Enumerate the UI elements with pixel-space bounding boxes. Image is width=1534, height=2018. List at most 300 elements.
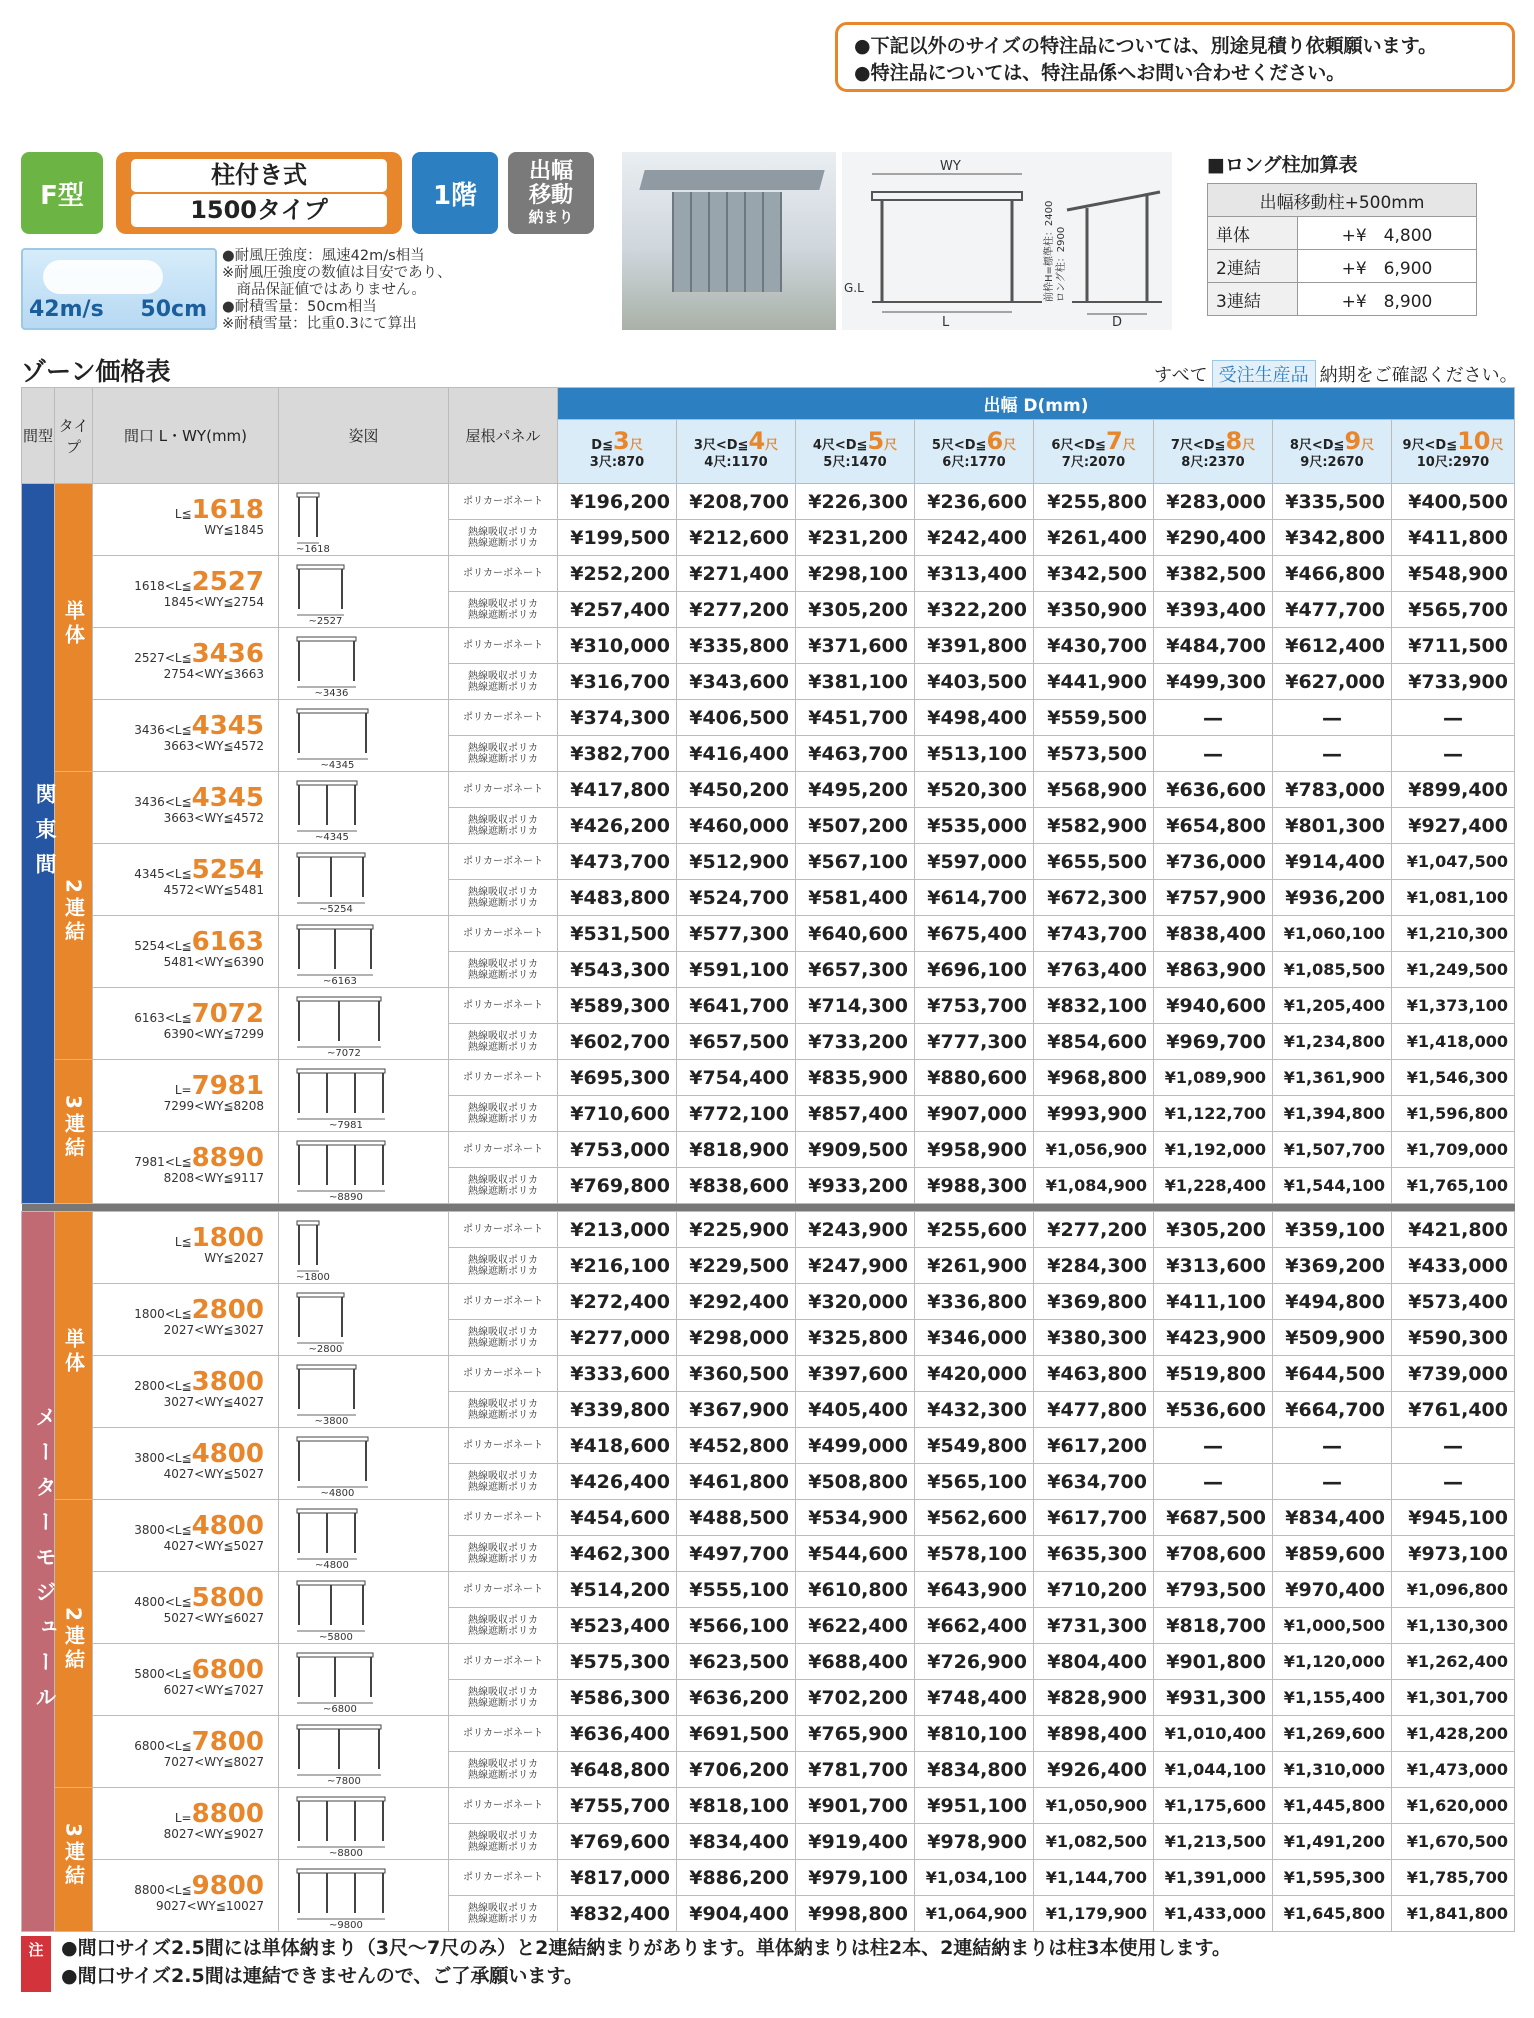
price-cell: ¥657,300 — [796, 952, 915, 988]
price-cell: ¥978,900 — [915, 1824, 1034, 1860]
price-cell: ¥1,596,800 — [1392, 1096, 1515, 1132]
frame-figure-svg — [279, 1861, 447, 1931]
depth-sub: 3尺:870 — [589, 454, 645, 470]
frame-figure-svg — [279, 917, 447, 987]
panel-heat — [449, 1168, 558, 1204]
price-cell: ¥654,800 — [1154, 808, 1273, 844]
width-range — [93, 1212, 279, 1284]
price-cell: ¥691,500 — [677, 1716, 796, 1752]
height-label-1: 前枠H=標準柱：2400 — [1044, 200, 1055, 302]
depth-unit: 尺 — [1490, 437, 1504, 453]
depth-sub: 7尺:2070 — [1061, 454, 1126, 470]
spec-line: ※耐風圧強度の数値は目安であり、 — [222, 265, 452, 281]
price-cell: ¥817,000 — [558, 1860, 677, 1896]
price-cell: ¥544,600 — [796, 1536, 915, 1572]
price-cell: ¥581,400 — [796, 880, 915, 916]
price-cell: ¥834,400 — [1273, 1500, 1392, 1536]
depth-num: 7 — [1105, 426, 1123, 455]
panel-heat-block: 熱線遮断ポリカ — [468, 753, 538, 765]
wy-range: 9027<WY≦10027 — [155, 1898, 264, 1913]
depth-column-header — [1154, 420, 1273, 484]
width-range — [93, 1788, 279, 1860]
depth-pre: 7尺<D≦ — [1170, 437, 1226, 453]
frame-figure — [279, 484, 449, 556]
price-cell: ¥1,595,300 — [1273, 1860, 1392, 1896]
panel-polycarbonate: ポリカーボネート — [449, 484, 558, 520]
panel-polycarbonate: ポリカーボネート — [449, 700, 558, 736]
price-cell: ¥711,500 — [1392, 628, 1515, 664]
width-max: 4800 — [191, 1438, 264, 1469]
frame-figure — [279, 1788, 449, 1860]
wy-range: 5027<WY≦6027 — [163, 1610, 264, 1625]
move-line2: 移動 — [528, 183, 573, 208]
panel-polycarbonate: ポリカーボネート — [449, 1428, 558, 1464]
footnotes — [21, 1934, 1514, 1990]
width-max: 8800 — [191, 1798, 264, 1829]
price-cell: ¥568,900 — [1034, 772, 1154, 808]
price-cell: ¥543,300 — [558, 952, 677, 988]
price-cell: — — [1273, 700, 1392, 736]
price-cell: ¥382,700 — [558, 736, 677, 772]
panel-heat-absorb: 熱線吸収ポリカ — [468, 1398, 538, 1410]
height-label-2: ロング柱：2900 — [1056, 226, 1067, 302]
price-cell: ¥255,600 — [915, 1212, 1034, 1248]
panel-polycarbonate: ポリカーボネート — [449, 1860, 558, 1896]
price-cell: ¥497,700 — [677, 1536, 796, 1572]
gl-label: G.L — [844, 281, 864, 295]
price-cell: ¥277,200 — [677, 592, 796, 628]
panel-heat — [449, 952, 558, 988]
frame-dim-label: ~6800 — [323, 1703, 357, 1715]
price-cell: ¥333,600 — [558, 1356, 677, 1392]
frame-figure — [279, 772, 449, 844]
price-cell: ¥926,400 — [1034, 1752, 1154, 1788]
frame-figure-svg — [279, 1789, 447, 1859]
panel-heat-absorb: 熱線吸収ポリカ — [468, 958, 538, 970]
price-cell: ¥242,400 — [915, 520, 1034, 556]
depth-unit: 尺 — [1122, 437, 1136, 453]
price-cell: ¥706,200 — [677, 1752, 796, 1788]
frame-dim-label: ~7981 — [329, 1119, 363, 1131]
price-cell: ¥418,600 — [558, 1428, 677, 1464]
wy-range: 4027<WY≦5027 — [163, 1466, 264, 1481]
made-to-order-note — [1154, 360, 1518, 388]
price-cell: ¥880,600 — [915, 1060, 1034, 1096]
panel-heat-block: 熱線遮断ポリカ — [468, 681, 538, 693]
frame-beam — [297, 493, 319, 497]
price-cell: ¥1,249,500 — [1392, 952, 1515, 988]
width-max: 5800 — [191, 1582, 264, 1613]
price-cell: ¥336,800 — [915, 1284, 1034, 1320]
price-cell: ¥617,700 — [1034, 1500, 1154, 1536]
price-cell: ¥477,800 — [1034, 1392, 1154, 1428]
price-cell: ¥226,300 — [796, 484, 915, 520]
panel-heat-block: 熱線遮断ポリカ — [468, 1481, 538, 1493]
price-cell: ¥765,900 — [796, 1716, 915, 1752]
price-cell: ¥958,900 — [915, 1132, 1034, 1168]
price-cell: ¥1,122,700 — [1154, 1096, 1273, 1132]
panel-heat-block: 熱線遮断ポリカ — [468, 1553, 538, 1565]
panel-polycarbonate: ポリカーボネート — [449, 1644, 558, 1680]
width-pre: 4345<L≦ — [134, 866, 192, 881]
price-cell: ¥591,100 — [677, 952, 796, 988]
price-table — [21, 387, 1515, 1932]
note-pre: すべて — [1154, 365, 1208, 386]
panel-heat — [449, 1464, 558, 1500]
width-range — [93, 772, 279, 844]
price-cell: — — [1392, 1428, 1515, 1464]
price-cell: ¥196,200 — [558, 484, 677, 520]
price-cell: ¥1,301,700 — [1392, 1680, 1515, 1716]
frame-beam — [297, 997, 381, 1001]
depth-sub: 4尺:1170 — [704, 454, 768, 470]
move-line1: 出幅 — [528, 159, 573, 184]
depth-unit: 尺 — [1242, 437, 1256, 453]
price-cell: ¥1,620,000 — [1392, 1788, 1515, 1824]
depth-num: 8 — [1225, 426, 1243, 455]
frame-beam — [297, 1141, 385, 1145]
price-cell: ¥1,841,800 — [1392, 1896, 1515, 1932]
panel-polycarbonate: ポリカーボネート — [449, 916, 558, 952]
price-cell: ¥1,433,000 — [1154, 1896, 1273, 1932]
price-cell: ¥310,000 — [558, 628, 677, 664]
price-cell: ¥346,000 — [915, 1320, 1034, 1356]
depth-num: 4 — [748, 426, 766, 455]
price-cell: ¥838,400 — [1154, 916, 1273, 952]
price-cell: ¥610,800 — [796, 1572, 915, 1608]
price-cell: ¥1,361,900 — [1273, 1060, 1392, 1096]
price-cell: ¥416,400 — [677, 736, 796, 772]
frame-dim-label: ~4800 — [315, 1559, 349, 1571]
price-cell: ¥411,100 — [1154, 1284, 1273, 1320]
price-cell: ¥1,000,500 — [1273, 1608, 1392, 1644]
panel-heat-block: 熱線遮断ポリカ — [468, 1337, 538, 1349]
panel-polycarbonate: ポリカーボネート — [449, 1132, 558, 1168]
price-cell: — — [1273, 736, 1392, 772]
frame-figure — [279, 1644, 449, 1716]
width-pre: L≦ — [174, 506, 192, 521]
panel-heat-block: 熱線遮断ポリカ — [468, 609, 538, 621]
note-post: 納期をご確認ください。 — [1319, 365, 1518, 386]
price-cell: ¥565,100 — [915, 1464, 1034, 1500]
price-cell: ¥462,300 — [558, 1536, 677, 1572]
price-cell: ¥909,500 — [796, 1132, 915, 1168]
spec-notes — [222, 248, 452, 333]
price-cell: ¥342,800 — [1273, 520, 1392, 556]
price-cell: ¥369,200 — [1273, 1248, 1392, 1284]
frame-figure-svg — [279, 1717, 447, 1787]
panel-heat-absorb: 熱線吸収ポリカ — [468, 526, 538, 538]
price-cell: ¥519,800 — [1154, 1356, 1273, 1392]
spec-line: ※耐積雪量：比重0.3にて算出 — [222, 316, 417, 332]
price-cell: ¥382,500 — [1154, 556, 1273, 592]
price-cell: ¥627,000 — [1273, 664, 1392, 700]
depth-pre: D≦ — [591, 437, 613, 453]
price-cell: ¥834,400 — [677, 1824, 796, 1860]
price-cell: ¥272,400 — [558, 1284, 677, 1320]
price-cell: ¥945,100 — [1392, 1500, 1515, 1536]
header-type: タイプ — [55, 388, 93, 484]
notice-line: ●下記以外のサイズの特注品については、別途見積り依頼願います。 — [854, 35, 1438, 57]
price-cell: ¥708,600 — [1154, 1536, 1273, 1572]
depth-column-header — [1034, 420, 1154, 484]
price-cell: ¥1,394,800 — [1273, 1096, 1392, 1132]
price-cell: ¥914,400 — [1273, 844, 1392, 880]
dimension-diagram — [842, 152, 1172, 330]
price-cell: ¥452,800 — [677, 1428, 796, 1464]
frame-beam — [297, 853, 365, 857]
price-cell: ¥648,800 — [558, 1752, 677, 1788]
price-cell: — — [1273, 1428, 1392, 1464]
price-cell: ¥940,600 — [1154, 988, 1273, 1024]
frame-beam — [297, 565, 344, 569]
panel-polycarbonate: ポリカーボネート — [449, 844, 558, 880]
width-max: 4800 — [191, 1510, 264, 1541]
price-cell: ¥777,300 — [915, 1024, 1034, 1060]
price-cell: ¥565,700 — [1392, 592, 1515, 628]
panel-heat — [449, 1024, 558, 1060]
header-panel: 屋根パネル — [449, 388, 558, 484]
price-cell: ¥1,785,700 — [1392, 1860, 1515, 1896]
frame-figure — [279, 1716, 449, 1788]
price-cell: ¥1,179,900 — [1034, 1896, 1154, 1932]
price-cell: — — [1392, 1464, 1515, 1500]
price-cell: ¥927,400 — [1392, 808, 1515, 844]
frame-beam — [297, 925, 373, 929]
width-max: 3436 — [191, 638, 264, 669]
depth-num: 5 — [867, 426, 885, 455]
price-cell: ¥1,645,800 — [1273, 1896, 1392, 1932]
price-cell: ¥524,700 — [677, 880, 796, 916]
frame-figure-svg — [279, 1213, 447, 1283]
price-cell: ¥216,100 — [558, 1248, 677, 1284]
panel-heat-absorb: 熱線吸収ポリカ — [468, 670, 538, 682]
price-cell: — — [1392, 736, 1515, 772]
panel-heat-block: 熱線遮断ポリカ — [468, 1185, 538, 1197]
price-cell: ¥970,400 — [1273, 1572, 1392, 1608]
wy-range: 2027<WY≦3027 — [163, 1322, 264, 1337]
width-pre: 6800<L≦ — [134, 1738, 192, 1753]
width-max: 7072 — [191, 998, 264, 1029]
price-cell: ¥857,400 — [796, 1096, 915, 1132]
frame-figure — [279, 916, 449, 988]
price-cell: ¥499,300 — [1154, 664, 1273, 700]
wy-range: 2754<WY≦3663 — [163, 666, 264, 681]
price-cell: ¥243,900 — [796, 1212, 915, 1248]
photo-roof — [639, 170, 824, 190]
price-cell: ¥397,600 — [796, 1356, 915, 1392]
price-cell: ¥371,600 — [796, 628, 915, 664]
price-cell: ¥714,300 — [796, 988, 915, 1024]
price-cell: ¥838,600 — [677, 1168, 796, 1204]
price-cell: ¥1,234,800 — [1273, 1024, 1392, 1060]
panel-heat-block: 熱線遮断ポリカ — [468, 1409, 538, 1421]
depth-sub: 6尺:1770 — [942, 454, 1006, 470]
depth-pre: 5尺<D≦ — [931, 437, 987, 453]
price-cell: ¥463,700 — [796, 736, 915, 772]
long-post-table — [1207, 150, 1477, 316]
width-max: 1800 — [191, 1222, 264, 1253]
depth-num: 3 — [612, 426, 630, 455]
width-max: 4345 — [191, 782, 264, 813]
price-cell: ¥664,700 — [1273, 1392, 1392, 1428]
spec-line: 商品保証値ではありません。 — [222, 282, 426, 298]
frame-dim-label: ~7072 — [327, 1047, 361, 1059]
price-cell: ¥573,500 — [1034, 736, 1154, 772]
frame-dim-label: ~1800 — [296, 1271, 330, 1283]
panel-heat-block: 熱線遮断ポリカ — [468, 1769, 538, 1781]
frame-figure — [279, 1284, 449, 1356]
frame-dim-label: ~9800 — [329, 1919, 363, 1931]
panel-heat-block: 熱線遮断ポリカ — [468, 1625, 538, 1637]
frame-figure — [279, 844, 449, 916]
width-range — [93, 1284, 279, 1356]
price-cell: ¥702,200 — [796, 1680, 915, 1716]
depth-pre: 4尺<D≦ — [812, 437, 868, 453]
panel-heat-block: 熱線遮断ポリカ — [468, 825, 538, 837]
panel-heat — [449, 1608, 558, 1644]
price-cell: ¥733,200 — [796, 1024, 915, 1060]
snow-depth: 50cm — [140, 297, 207, 322]
price-cell: ¥575,300 — [558, 1644, 677, 1680]
width-pre: 6163<L≦ — [134, 1010, 192, 1025]
price-cell: ¥743,700 — [1034, 916, 1154, 952]
price-cell: ¥739,000 — [1392, 1356, 1515, 1392]
price-cell: ¥763,400 — [1034, 952, 1154, 988]
price-cell: ¥441,900 — [1034, 664, 1154, 700]
price-cell: ¥1,056,900 — [1034, 1132, 1154, 1168]
frame-dim-label: ~8890 — [329, 1191, 363, 1203]
width-pre: L= — [174, 1810, 192, 1825]
price-cell: ¥290,400 — [1154, 520, 1273, 556]
depth-column-header — [1392, 420, 1515, 484]
price-cell: ¥567,100 — [796, 844, 915, 880]
price-cell: ¥901,800 — [1154, 1644, 1273, 1680]
depth-num: 6 — [986, 426, 1004, 455]
price-cell: ¥695,300 — [558, 1060, 677, 1096]
frame-beam — [297, 1293, 344, 1297]
long-post-header: 出幅移動柱+500mm — [1208, 184, 1477, 217]
panel-heat-absorb: 熱線吸収ポリカ — [468, 1686, 538, 1698]
price-cell: ¥755,700 — [558, 1788, 677, 1824]
wy-range: WY≦2027 — [204, 1250, 264, 1265]
type-label — [55, 484, 93, 772]
price-cell: ¥305,200 — [796, 592, 915, 628]
panel-heat-absorb: 熱線吸収ポリカ — [468, 1470, 538, 1482]
price-cell: ¥477,700 — [1273, 592, 1392, 628]
price-cell: ¥343,600 — [677, 664, 796, 700]
frame-figure-svg — [279, 1061, 447, 1131]
frame-figure — [279, 988, 449, 1060]
price-cell: ¥863,900 — [1154, 952, 1273, 988]
price-cell: ¥535,000 — [915, 808, 1034, 844]
frame-beam — [297, 637, 356, 641]
width-range — [93, 988, 279, 1060]
price-cell: ¥617,200 — [1034, 1428, 1154, 1464]
price-cell: ¥655,500 — [1034, 844, 1154, 880]
type-badge-line2: 1500タイプ — [131, 194, 387, 227]
price-cell: ¥411,800 — [1392, 520, 1515, 556]
made-to-order-badge: 受注生産品 — [1212, 360, 1316, 388]
price-cell: ¥335,500 — [1273, 484, 1392, 520]
price-cell: ¥804,400 — [1034, 1644, 1154, 1680]
spec-line: ●耐風圧強度：風速42m/s相当 — [222, 248, 425, 264]
frame-dim-label: ~7800 — [327, 1775, 361, 1787]
price-cell: ¥590,300 — [1392, 1320, 1515, 1356]
price-cell: ¥832,400 — [558, 1896, 677, 1932]
price-cell: ¥933,200 — [796, 1168, 915, 1204]
frame-figure — [279, 1428, 449, 1500]
price-cell: ¥898,400 — [1034, 1716, 1154, 1752]
price-cell: ¥277,200 — [1034, 1212, 1154, 1248]
width-range — [93, 628, 279, 700]
frame-figure — [279, 1500, 449, 1572]
price-cell: ¥488,500 — [677, 1500, 796, 1536]
frame-figure — [279, 556, 449, 628]
wy-range: 8208<WY≦9117 — [163, 1170, 264, 1185]
depth-column-header — [915, 420, 1034, 484]
price-cell: ¥904,400 — [677, 1896, 796, 1932]
price-cell: ¥1,085,500 — [1273, 952, 1392, 988]
wy-range: 3027<WY≦4027 — [163, 1394, 264, 1409]
price-cell: ¥536,600 — [1154, 1392, 1273, 1428]
wy-label: WY — [940, 159, 961, 174]
price-cell: ¥757,900 — [1154, 880, 1273, 916]
price-cell: ¥1,205,400 — [1273, 988, 1392, 1024]
price-cell: ¥968,800 — [1034, 1060, 1154, 1096]
panel-heat-absorb: 熱線吸収ポリカ — [468, 1542, 538, 1554]
frame-figure-svg — [279, 845, 447, 915]
price-cell: ¥298,100 — [796, 556, 915, 592]
frame-beam — [297, 1797, 385, 1801]
price-cell: ¥1,544,100 — [1273, 1168, 1392, 1204]
price-cell: ¥559,500 — [1034, 700, 1154, 736]
price-cell: ¥1,310,000 — [1273, 1752, 1392, 1788]
price-cell: ¥391,800 — [915, 628, 1034, 664]
price-cell: ¥1,081,100 — [1392, 880, 1515, 916]
frame-dim-label: ~2527 — [308, 615, 343, 627]
frame-figure-svg — [279, 1645, 447, 1715]
price-cell: ¥835,900 — [796, 1060, 915, 1096]
panel-heat-block: 熱線遮断ポリカ — [468, 537, 538, 549]
panel-heat-block: 熱線遮断ポリカ — [468, 1697, 538, 1709]
price-cell: ¥899,400 — [1392, 772, 1515, 808]
price-cell: ¥426,200 — [558, 808, 677, 844]
price-cell: ¥199,500 — [558, 520, 677, 556]
price-cell: ¥380,300 — [1034, 1320, 1154, 1356]
price-cell: ¥636,400 — [558, 1716, 677, 1752]
panel-polycarbonate: ポリカーボネート — [449, 1212, 558, 1248]
price-cell: ¥499,000 — [796, 1428, 915, 1464]
price-cell: ¥277,000 — [558, 1320, 677, 1356]
depth-pre: 8尺<D≦ — [1289, 437, 1345, 453]
width-pre: 5800<L≦ — [134, 1666, 192, 1681]
dimension-diagram-svg — [842, 152, 1172, 330]
price-cell: — — [1154, 700, 1273, 736]
wy-range: 6027<WY≦7027 — [163, 1682, 264, 1697]
panel-heat — [449, 1248, 558, 1284]
frame-figure — [279, 1132, 449, 1204]
width-range — [93, 1500, 279, 1572]
price-cell: ¥832,100 — [1034, 988, 1154, 1024]
price-cell: ¥801,300 — [1273, 808, 1392, 844]
wy-range: 4572<WY≦5481 — [163, 882, 264, 897]
depth-num: 9 — [1344, 426, 1362, 455]
price-cell: ¥417,800 — [558, 772, 677, 808]
panel-heat-absorb: 熱線吸収ポリカ — [468, 1614, 538, 1626]
price-cell: ¥566,100 — [677, 1608, 796, 1644]
panel-polycarbonate: ポリカーボネート — [449, 1572, 558, 1608]
